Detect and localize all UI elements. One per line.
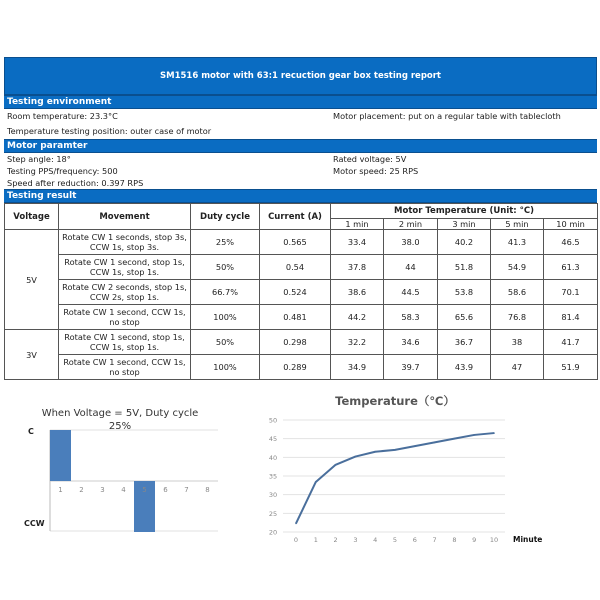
col-header-minute: 3 min [438,219,491,230]
cell-temperature: 41.3 [491,230,544,255]
cell-voltage: 3V [5,330,59,380]
cell-temperature: 33.4 [331,230,384,255]
cell-temperature: 34.9 [331,355,384,380]
motor-speed: Motor speed: 25 RPS [333,166,419,176]
info-row [4,124,597,139]
cell-temperature: 58.6 [491,280,544,305]
data-point [394,449,396,451]
cell-duty-cycle: 66.7% [191,280,260,305]
cell-movement: Rotate CW 1 seconds, stop 3s, CCW 1s, stop 3s. [59,230,191,255]
x-tick-label: 8 [452,536,457,544]
cell-temperature: 58.3 [384,305,438,330]
cell-temperature: 37.8 [331,255,384,280]
x-tick-label: 4 [121,486,126,494]
temperature-chart [255,380,555,600]
x-tick-label: 4 [373,536,378,544]
x-tick-label: 7 [184,486,189,494]
info-row [4,109,597,124]
col-header-duty-cycle: Duty cycle [191,204,260,230]
x-tick-label: 2 [79,486,84,494]
y-tick-label: 25 [268,509,278,518]
x-tick-label: 3 [353,536,358,544]
section-heading-parameter: Motor paramter [4,139,597,153]
data-point [374,451,376,453]
cell-temperature: 61.3 [544,255,598,280]
cell-temperature: 38.6 [331,280,384,305]
cell-current: 0.481 [260,305,331,330]
cell-current: 0.524 [260,280,331,305]
data-point [315,481,317,483]
cell-temperature: 46.5 [544,230,598,255]
cell-temperature: 38.0 [384,230,438,255]
cell-temperature: 65.6 [438,305,491,330]
table-row [5,305,598,330]
x-tick-label: 5 [392,536,398,544]
data-point [355,456,357,458]
cell-voltage: 5V [5,230,59,330]
cell-current: 0.298 [260,330,331,355]
cell-temperature: 39.7 [384,355,438,380]
data-point [493,432,495,434]
cell-temperature: 53.8 [438,280,491,305]
series-line-temperature [296,433,494,523]
col-header-movement: Movement [59,204,191,230]
data-point [454,438,456,440]
testing-pps: Testing PPS/frequency: 500 [7,166,118,176]
charts-area [0,380,600,600]
info-row [4,165,597,177]
cell-duty-cycle: 25% [191,230,260,255]
report-title: SM1516 motor with 63:1 recuction gear box testing report [4,57,597,95]
table-row [5,230,598,255]
motor-placement: Motor placement: put on a regular table with tablecloth [333,111,561,121]
data-point [434,442,436,444]
cell-temperature: 34.6 [384,330,438,355]
table-row [5,330,598,355]
cell-movement: Rotate CW 1 second, stop 1s, CCW 1s, stop 1s. [59,330,191,355]
rated-voltage: Rated voltage: 5V [333,154,407,164]
data-point [335,464,337,466]
x-tick-label: 5 [142,486,147,494]
cell-temperature: 41.7 [544,330,598,355]
x-tick-label: 9 [472,536,477,544]
y-tick-label: 35 [268,472,278,481]
testing-position: Temperature testing position: outer case of motor [7,126,212,136]
y-tick-label: 20 [268,528,278,537]
duty-chart-title-line1: When Voltage = 5V, Duty cycle [41,408,199,419]
col-header-minute: 5 min [491,219,544,230]
duty-chart-title-line2: 25% [108,421,132,432]
duty-chart-label-ccw: CCW [24,519,45,528]
col-header-current: Current (A) [260,204,331,230]
cell-temperature: 47 [491,355,544,380]
y-tick-label: 45 [268,435,278,444]
bar [50,430,71,481]
x-tick-label: 0 [293,536,299,544]
room-temperature: Room temperature: 23.3°C [7,111,118,121]
info-row [4,153,597,165]
cell-movement: Rotate CW 2 seconds, stop 1s, CCW 2s, stop 1s. [59,280,191,305]
cell-temperature: 44.2 [331,305,384,330]
step-angle: Step angle: 18° [7,154,71,164]
x-tick-label: 6 [163,486,168,494]
x-tick-label: 7 [432,536,437,544]
y-tick-label: 40 [268,453,278,462]
cell-duty-cycle: 50% [191,255,260,280]
data-point [473,434,475,436]
x-tick-label: 10 [489,536,499,544]
col-header-voltage: Voltage [5,204,59,230]
cell-movement: Rotate CW 1 second, stop 1s, CCW 1s, stop 1s. [59,255,191,280]
data-point [295,523,297,525]
cell-temperature: 44 [384,255,438,280]
cell-temperature: 36.7 [438,330,491,355]
cell-duty-cycle: 100% [191,355,260,380]
y-tick-label: 30 [268,491,278,500]
table-row [5,280,598,305]
cell-temperature: 38 [491,330,544,355]
speed-after-reduction: Speed after reduction: 0.397 RPS [7,178,144,188]
col-header-minute: 2 min [384,219,438,230]
x-tick-label: 8 [205,486,210,494]
col-header-temperature: Motor Temperature (Unit: °C) [331,204,598,219]
cell-temperature: 43.9 [438,355,491,380]
x-tick-label: 1 [313,536,318,544]
cell-temperature: 81.4 [544,305,598,330]
section-heading-result: Testing result [4,189,597,203]
table-row [5,255,598,280]
data-point [414,445,416,447]
cell-duty-cycle: 50% [191,330,260,355]
cell-temperature: 40.2 [438,230,491,255]
duty-cycle-chart [0,380,240,600]
cell-movement: Rotate CW 1 second, CCW 1s, no stop [59,305,191,330]
temp-chart-xlabel: Minute [513,535,543,544]
cell-current: 0.54 [260,255,331,280]
temp-chart-title: Temperature（℃） [335,394,455,408]
col-header-minute: 1 min [331,219,384,230]
cell-temperature: 32.2 [331,330,384,355]
cell-temperature: 51.8 [438,255,491,280]
result-body [5,230,598,380]
x-tick-label: 3 [100,486,105,494]
cell-temperature: 76.8 [491,305,544,330]
cell-movement: Rotate CW 1 second, CCW 1s, no stop [59,355,191,380]
cell-temperature: 70.1 [544,280,598,305]
cell-current: 0.565 [260,230,331,255]
duty-chart-label-cw: C [28,427,34,436]
section-heading-environment: Testing environment [4,95,597,109]
info-row [4,177,597,189]
test-report [4,57,597,380]
table-row [5,355,598,380]
cell-temperature: 54.9 [491,255,544,280]
x-tick-label: 1 [58,486,63,494]
x-tick-label: 6 [412,536,417,544]
cell-duty-cycle: 100% [191,305,260,330]
y-tick-label: 50 [268,416,278,425]
cell-temperature: 51.9 [544,355,598,380]
cell-current: 0.289 [260,355,331,380]
result-table [4,203,598,380]
x-tick-label: 2 [333,536,338,544]
col-header-minute: 10 min [544,219,598,230]
cell-temperature: 44.5 [384,280,438,305]
